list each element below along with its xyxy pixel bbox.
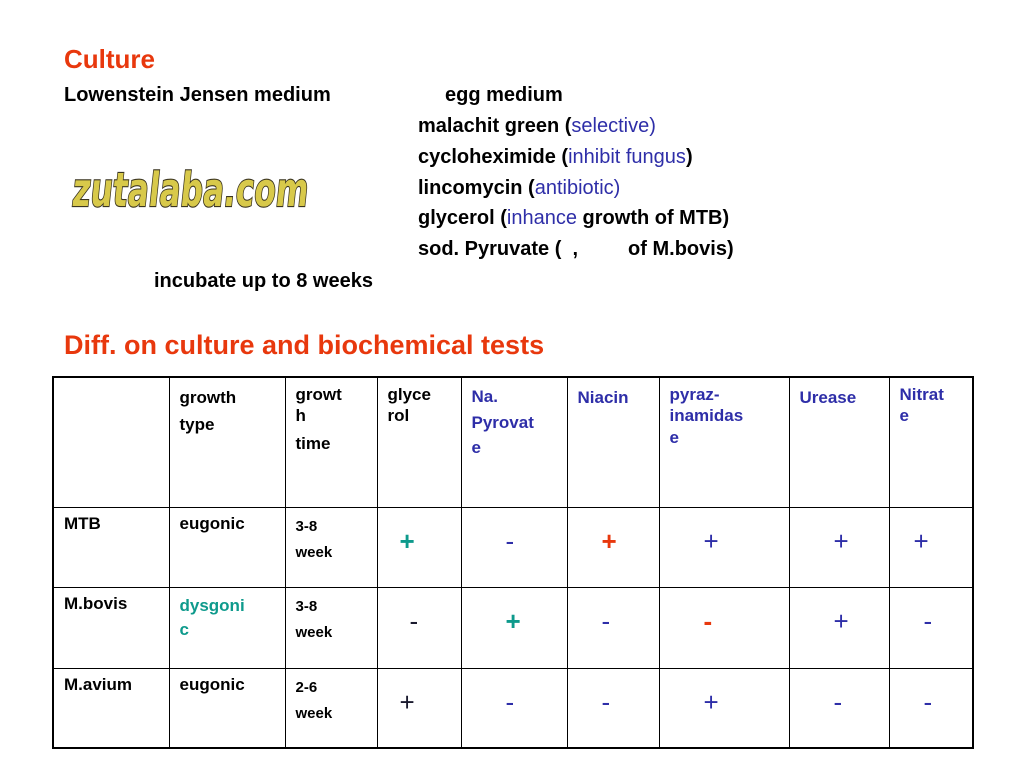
malachite-text: malachit green (	[418, 115, 572, 137]
header-pyraz-l3: e	[669, 427, 679, 447]
result-symbol: +	[505, 605, 521, 636]
organism-name: M.bovis	[64, 593, 128, 613]
header-urease-text: Urease	[799, 388, 857, 407]
glycerol-cell	[377, 507, 461, 587]
malachite-line	[418, 115, 656, 138]
watermark-logo	[66, 140, 431, 230]
result-symbol: +	[399, 525, 415, 556]
result-symbol: -	[601, 686, 611, 717]
result-symbol: -	[833, 686, 843, 717]
lj-medium-label: Lowenstein Jensen medium	[64, 84, 331, 106]
lincomycin-text: lincomycin (	[418, 177, 535, 199]
header-na-pyruvate	[461, 377, 567, 507]
niacin-cell	[567, 668, 659, 748]
result-symbol: +	[399, 686, 415, 717]
na-pyruvate-cell	[461, 668, 567, 748]
glycerol-cell	[377, 668, 461, 748]
result-symbol: -	[505, 686, 515, 717]
table-row	[53, 507, 973, 587]
organism-name: M.avium	[64, 674, 133, 694]
urease-cell	[789, 668, 889, 748]
header-pyraz-l1: pyraz-	[669, 385, 720, 404]
header-nitrate-l2: e	[899, 406, 909, 426]
urease-cell	[789, 587, 889, 668]
pyrazinamidase-cell	[659, 587, 789, 668]
header-nitrate	[889, 377, 973, 507]
growth-time-cell	[285, 668, 377, 748]
na-pyruvate-cell	[461, 507, 567, 587]
glycerol-note: inhance	[506, 207, 577, 229]
header-row	[53, 377, 973, 507]
lincomycin-note: antibiotic)	[534, 177, 621, 199]
table-row	[53, 587, 973, 668]
na-pyruvate-cell	[461, 587, 567, 668]
glycerol-tail: growth of MTB)	[576, 207, 730, 229]
diff-heading-text: Diff. on culture and biochemical tests	[64, 330, 545, 360]
growth-type-l1: eugonic	[179, 513, 245, 533]
growth-time-cell	[285, 507, 377, 587]
growth-type-l1: dysgoni	[179, 595, 245, 615]
growth-type-cell	[169, 507, 285, 587]
header-na-l1: Na.	[471, 387, 498, 406]
nitrate-cell	[889, 587, 973, 668]
header-growth-time-l1: growt	[295, 385, 342, 404]
header-niacin	[567, 377, 659, 507]
result-symbol: +	[703, 525, 719, 556]
growth-type-cell	[169, 668, 285, 748]
result-symbol: +	[833, 525, 849, 556]
header-pyrazinamidase	[659, 377, 789, 507]
result-symbol: +	[833, 605, 849, 636]
pyrazinamidase-cell	[659, 668, 789, 748]
header-growth-type-l1: growth	[179, 388, 237, 407]
organism-cell	[53, 587, 169, 668]
header-growth-type	[169, 377, 285, 507]
header-na-l2: Pyrovat	[471, 412, 534, 432]
nitrate-cell	[889, 668, 973, 748]
header-glycerol	[377, 377, 461, 507]
table-row	[53, 668, 973, 748]
incubate-line: incubate up to 8 weeks	[154, 270, 373, 292]
header-urease	[789, 377, 889, 507]
growth-time-l2: week	[295, 623, 333, 641]
egg-medium-label: egg medium	[445, 84, 563, 106]
lincomycin-line	[418, 177, 620, 200]
malachite-note: selective)	[571, 115, 656, 137]
culture-heading: Culture	[64, 44, 155, 74]
growth-time-l1: 3-8	[295, 597, 318, 615]
glycerol-cell	[377, 587, 461, 668]
cycloheximide-close: )	[685, 146, 693, 168]
header-niacin-text: Niacin	[577, 388, 629, 407]
organism-cell	[53, 507, 169, 587]
result-symbol: -	[923, 686, 933, 717]
result-symbol: -	[923, 605, 933, 636]
header-glycerol-l2: rol	[387, 406, 410, 426]
header-glycerol-l1: glyce	[387, 385, 431, 404]
header-growth-time	[285, 377, 377, 507]
niacin-cell	[567, 587, 659, 668]
result-symbol: -	[505, 525, 515, 556]
niacin-cell	[567, 507, 659, 587]
header-na-l3: e	[471, 438, 481, 457]
pyrazinamidase-cell	[659, 507, 789, 587]
growth-type-l2: c	[179, 620, 189, 640]
result-symbol: -	[703, 605, 713, 636]
cycloheximide-line	[418, 146, 693, 169]
organism-name: MTB	[64, 513, 101, 533]
result-symbol: +	[913, 525, 929, 556]
result-symbol: -	[601, 605, 611, 636]
result-symbol: -	[409, 605, 419, 636]
header-growth-type-l2: type	[179, 415, 215, 435]
glycerol-text: glycerol (	[418, 207, 507, 229]
cycloheximide-note: inhibit fungus	[568, 146, 686, 168]
growth-time-l1: 2-6	[295, 678, 318, 696]
growth-time-l2: week	[295, 543, 333, 561]
diff-heading	[64, 330, 544, 361]
header-growth-time-l2: h	[295, 406, 306, 426]
header-growth-time-l3: time	[295, 433, 331, 453]
growth-type-l1: eugonic	[179, 674, 245, 694]
header-pyraz-l2: inamidas	[669, 406, 744, 426]
header-nitrate-l1: Nitrat	[899, 385, 944, 404]
header-empty	[53, 377, 169, 507]
cycloheximide-text: cycloheximide (	[418, 146, 569, 168]
sod-pyruvate-line: sod. Pyruvate ( , of M.bovis)	[418, 238, 734, 260]
growth-time-cell	[285, 587, 377, 668]
tests-table	[52, 376, 974, 749]
growth-time-l2: week	[295, 704, 333, 722]
growth-time-l1: 3-8	[295, 517, 318, 535]
result-symbol: +	[703, 686, 719, 717]
glycerol-line	[418, 207, 729, 230]
nitrate-cell	[889, 507, 973, 587]
urease-cell	[789, 507, 889, 587]
organism-cell	[53, 668, 169, 748]
result-symbol: +	[601, 525, 617, 556]
growth-type-cell	[169, 587, 285, 668]
watermark-text: zutalaba.com	[69, 163, 431, 218]
